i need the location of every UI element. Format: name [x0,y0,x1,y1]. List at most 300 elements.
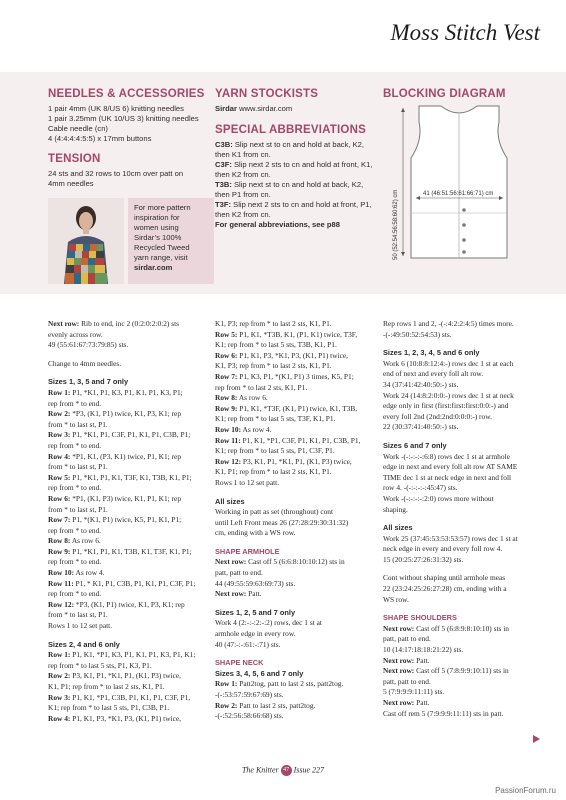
instruction-text: rep from * to end. [48,557,102,567]
arrow-head [401,108,405,112]
instruction-text: rep from * to end. [48,525,102,535]
row-label: Row 10: [48,568,75,578]
instruction-line [383,645,543,656]
instruction-text: Patt2tog, patt to last 2 sts, patt2tog. [237,679,344,689]
abbrev-list [215,140,375,230]
row-label: Next row: [383,655,415,665]
size-heading: Sizes 6 and 7 only [383,440,447,450]
instruction-line [383,534,543,545]
row-label: Row 8: [48,536,71,546]
row-label: Row 3: [48,430,71,440]
instruction-text: from * to last st, P1. [48,419,108,429]
instruction-text: rep from * to end. [48,589,102,599]
instruction-line [48,515,208,526]
instruction-line [48,494,208,505]
instruction-text: P1, K1, *T3B, K1, (P1, K1) twice, T3F, [237,329,358,339]
instruction-text: -(-:49:50:52:54:53) sts. [383,329,452,339]
instruction-text: 5 (7:9:9:9:11:11) sts. [383,687,445,697]
instruction-text: K1, P3; rep from * to last 2 sts, K1, P1. [215,361,332,371]
instruction-line [48,420,208,431]
instruction-text: 44 (49:55:59:63:69:73) sts. [215,578,296,588]
instruction-line [215,579,375,590]
promo-line: inspiration for [134,213,180,222]
row-label: Row 1: [48,650,71,660]
paragraph-gap [215,539,375,547]
abbrev-text: Slip next st to cn and hold at back, K2, [232,140,365,149]
instruction-line [48,682,208,693]
row-label: Row 4: [48,713,71,723]
instruction-line [383,624,543,635]
instruction-line [48,430,208,441]
diagram-heading-wrap [383,88,543,100]
abbrev-text: then K2 from cn. [215,210,271,219]
instruction-line [48,568,208,579]
size-heading: All sizes [383,523,413,533]
button-mark [462,238,466,242]
instruction-line [383,462,543,473]
instruction-line [48,483,208,494]
needles-list [48,104,206,144]
instruction-line [383,452,543,463]
instruction-text: 49 (55:61:67:73:79:85) sts. [48,340,129,350]
row-label: Row 5: [48,472,71,482]
instruction-line [215,457,375,468]
instruction-line [48,340,208,351]
size-heading: Sizes 1, 3, 5 and 7 only [48,377,129,387]
instruction-text: from * to last st, P1. [48,610,108,620]
instruction-text: TIME dec 1 st at neck edge in next and foll [383,472,512,482]
issue-number: Issue 227 [293,765,325,775]
instruction-text: -(-:53:57:59:67:69) sts. [215,690,284,699]
instruction-text: P1, *K1, P1, C3F, P1, K1, P1, C3B, P1; [70,430,191,440]
instruction-line [383,584,543,595]
row-label: Row 4: [48,451,71,461]
instruction-line [48,526,208,537]
instruction-text: row 4. -(-:-:-:-:45:47) sts. [383,483,458,493]
instruction-line [215,629,375,640]
instruction-text: edge only in first (first:first:first:0:0:-) and [383,401,509,411]
needles-line: 1 pair 3.25mm (UK 10/US 3) knitting needles [48,114,199,123]
instruction-text: rep from * to end. [48,398,102,408]
instruction-text: Rib to end, inc 2 (0:2:0:2:0:2) sts [79,319,180,328]
instruction-text: Cast off 5 (7:8:9:9:10:11) sts in [414,666,509,676]
instruction-line [215,393,375,404]
row-label: Next row: [215,557,247,567]
paragraph-gap [383,605,543,613]
magazine-name: The Knitter [241,765,279,775]
instruction-text: evenly across row. [48,329,103,339]
instruction-line [48,462,208,473]
instruction-line [48,610,208,621]
promo-block [48,198,206,284]
instruction-line [383,555,543,566]
model-photo [48,198,124,284]
yarn-stockist [215,104,375,114]
row-label: Row 12: [48,599,75,609]
instruction-line [215,361,375,372]
instruction-text: Patt. [414,698,430,707]
abbrev-item [215,160,375,170]
instruction-text: Change to 4mm needles. [48,358,122,368]
tension-section [48,153,206,189]
instruction-line [48,600,208,611]
instruction-text: Work 25 (37:45:53:53:53:57) rows dec 1 st at [383,533,518,543]
instruction-text: *P3, (K1, P1) twice, K1, P3, K1; rep [74,599,185,609]
instruction-line [383,505,543,516]
needles-section [48,88,206,189]
instruction-text: K1, P1; rep from * to last 2 sts, K1, P1. [215,467,332,477]
instruction-text: patt, patt to end. [383,634,431,644]
instruction-text: P1, K1, *T3F, (K1, P1) twice, K1, T3B, [237,403,358,413]
instruction-text: 15 (20:25:27:26:31:32) sts. [383,554,464,564]
instruction-line [215,436,375,447]
abbrev-code: C3F: [215,160,232,169]
instruction-line [48,547,208,558]
paragraph-gap [383,515,543,523]
instruction-text: Work 6 (10:8:8:12:4:-) rows dec 1 st at each [383,358,514,368]
tension-line: 4mm needles [48,179,94,188]
instruction-line [215,711,375,722]
instruction-line [48,330,208,341]
instruction-text: P1, K1, *P1, K3, P1, K1, P1, K3, P1, K1; [70,650,196,660]
arrow-head [401,252,405,256]
row-label: Row 12: [215,456,242,466]
section-subheading: SHAPE SHOULDERS [383,613,457,623]
instruction-line [215,340,375,351]
row-label: Row 2: [48,671,71,681]
instruction-text: K1, P1; rep from * to last 2 sts, K1, P1. [48,682,165,691]
needles-line: 1 pair 4mm (UK 8/US 6) knitting needles [48,104,184,113]
instruction-text: until Left Front meas 26 (27:28:29:30:31:32) [215,517,349,527]
row-label: Row 3: [48,692,71,702]
row-label: Row 6: [215,350,238,360]
instruction-line [383,380,543,391]
abbrev-text: Slip next st to cn and hold at back, K2, [231,180,364,189]
instruction-line [383,369,543,380]
promo-line: yarn range, visit [134,253,188,262]
needles-line: 4 (4:4:4:4:5:5) x 17mm buttons [48,134,152,143]
instruction-line [383,412,543,423]
height-label: 50 (52:54:56:58:60:62) cm [393,189,399,260]
paragraph-gap [383,340,543,348]
instruction-line [383,666,543,677]
instruction-line [215,618,375,629]
instruction-text: *P3, (K1, P1) twice, K1, P3, K1; rep [70,409,182,419]
abbrev-item [215,200,375,210]
size-heading: Sizes 3, 4, 5, 6 and 7 only [215,668,304,678]
paragraph-gap [383,433,543,441]
instruction-line [48,714,208,725]
instruction-line [215,640,375,651]
instruction-line [48,473,208,484]
paragraph-gap [215,600,375,608]
instruction-line [48,579,208,590]
row-label: Row 2: [48,409,71,419]
instruction-line [48,452,208,463]
abbrev-code: T3B: [215,180,232,189]
blocking-diagram [383,100,543,290]
row-label: Row 2: [215,700,238,710]
instruction-text: cm, ending with a WS row. [215,528,296,538]
instruction-text: P1, *(K1, P1) twice, K5, P1, K1, P1; [70,515,182,525]
instruction-text: Cast off rem 5 (7:9:9:9:11:11) sts in patt. [383,708,504,718]
paragraph-gap [215,650,375,658]
instruction-line [383,634,543,645]
instruction-text: As row 6. [70,536,101,546]
instruction-line [48,319,208,330]
instruction-line [215,319,375,330]
instruction-line [383,698,543,709]
instruction-line [383,483,543,494]
section-subheading: SHAPE ARMHOLE [215,546,280,556]
instructions-col-2 [215,319,375,722]
instruction-line [48,703,208,714]
instruction-line [215,589,375,600]
instruction-text: P1, * K1, P1, C3B, P1, K1, P1, C3F, P1; [73,578,196,588]
instruction-line [215,372,375,383]
instruction-text: K1; rep from * to last 5 sts, T3F, K1, P1. [215,414,336,424]
instruction-line [383,473,543,484]
button-mark [462,208,466,212]
size-heading: Sizes 1, 2, 3, 4, 5 and 6 only [383,348,480,358]
instruction-line [383,544,543,555]
instruction-line [215,467,375,478]
instruction-text: 10 (14:17:18:18:21:22) sts. [383,645,464,655]
tension-line: 24 sts and 32 rows to 10cm over patt on [48,169,184,178]
instruction-text: -(-:52:56:58:66:68) sts. [215,711,284,721]
instruction-line [383,687,543,698]
instruction-text: Working in patt as set (throughout) cont [215,507,334,517]
instructions-col-1 [48,319,208,724]
row-label: Row 11: [215,435,241,445]
page-title: Moss Stitch Vest [390,20,540,45]
instruction-text: 22 (30:37:41:40:50:-) sts. [383,422,459,432]
row-label: Next row: [383,698,415,707]
instruction-line [215,690,375,701]
instruction-line [215,351,375,362]
button-mark [462,250,466,254]
row-label: Next row: [48,319,80,328]
instruction-line [215,404,375,415]
abbrev-code: T3F: [215,200,232,209]
instruction-text: from * to last st, P1. [48,462,108,472]
instruction-text: patt, patt to end. [215,568,263,578]
row-label: Row 10: [215,424,242,434]
yarn-brand: Sirdar [215,104,237,113]
paragraph-gap [383,565,543,573]
instruction-line [215,478,375,489]
diagram-heading: BLOCKING DIAGRAM [383,88,506,100]
abbrev-text: Slip next 2 sts to cn and hold at front, P1, [231,200,372,209]
paragraph-gap [48,369,208,377]
instruction-text: K1; rep from * to last 5 sts, P1, C3F, P1. [215,446,335,456]
instruction-line [215,568,375,579]
instruction-line [383,422,543,433]
instruction-line [48,557,208,568]
abbrev-text: then K1 from cn. [215,150,271,159]
yarn-heading: YARN STOCKISTS [215,88,319,100]
row-label: Row 5: [215,329,238,339]
instruction-line [383,401,543,412]
instruction-line [48,441,208,452]
instruction-line [48,589,208,600]
instruction-text: P1, K1, P3, *K1, P3, (K1, P1) twice, [70,713,182,723]
instruction-text: neck edge in every and every foll row 4. [383,544,503,554]
instructions-col-3 [383,319,543,719]
row-label: Next row: [215,589,247,599]
row-label: Row 9: [48,546,71,556]
instruction-line [48,388,208,399]
instruction-text: Work 24 (14:8:2:0:0:-) rows dec 1 st at neck [383,390,514,400]
promo-line: Sirdar’s 100% [134,233,182,242]
instruction-line [383,656,543,667]
instruction-line [215,383,375,394]
instruction-line [48,359,208,370]
instruction-text: Cast off 5 (6:6:8:10:10:12) sts in [246,557,345,567]
instruction-line [383,391,543,402]
instruction-line [383,595,543,606]
watermark: PassionForum.ru [495,786,556,795]
instruction-line [48,621,208,632]
instruction-line [48,661,208,672]
instruction-line [383,330,543,341]
instruction-text: Patt to last 2 sts, patt2tog. [237,700,316,710]
instruction-text: As row 4. [74,568,105,578]
abbrev-item [215,140,375,150]
abbrev-code: C3B: [215,140,233,149]
instruction-text: *P1, K1, (P3, K1) twice, P1, K1; rep [70,451,182,461]
paragraph-gap [48,351,208,359]
abbrev-note: For general abbreviations, see p88 [215,220,340,229]
instruction-text: K1, P3; rep from * to last 2 sts, K1, P1. [215,319,332,328]
needles-line: Cable needle (cn) [48,124,108,133]
instruction-line [48,536,208,547]
paragraph-gap [48,632,208,640]
instruction-text: Work 4 (2:-:-:2:-:2) rows, dec 1 st at [215,618,322,628]
row-label: Row 7: [48,515,71,525]
instruction-line [215,557,375,568]
row-label: Row 1: [48,387,71,397]
instruction-text: Patt. [246,589,262,599]
abbrev-heading: SPECIAL ABBREVIATIONS [215,124,366,136]
instruction-text: Cast off 5 (6:8:9:8:10:10) sts in [414,623,509,633]
instruction-line [215,679,375,690]
abbrev-text: Slip next 2 sts to cn and hold at front, K1, [231,160,373,169]
instruction-line [383,573,543,584]
size-heading: All sizes [215,496,245,506]
instruction-text: 34 (37:41:42:40:50:-) sts. [383,379,459,389]
row-label: Row 6: [48,493,71,503]
instruction-line [48,505,208,516]
instruction-line [215,446,375,457]
abbrev-text: then P1 from cn. [215,190,271,199]
instruction-text: armhole edge in every row. [215,629,296,639]
instruction-text: P1, K1, *P1, C3B, P1, K1, P1, C3F, P1, [70,692,191,702]
instruction-line [215,330,375,341]
instruction-text: As row 6. [237,393,268,403]
promo-note [128,198,214,284]
instruction-text: rep from * to end. [48,483,102,493]
instruction-line [48,693,208,704]
button-mark [462,223,466,227]
row-label: Next row: [383,623,415,633]
instruction-line [383,494,543,505]
instruction-text: Cont without shaping until armhole meas [383,573,506,583]
instruction-text: edge in next and every foll alt row AT SAME [383,462,518,472]
yarn-url[interactable]: www.sirdar.com [236,104,293,113]
promo-line: Recycled Tweed [134,243,190,252]
instruction-text: from * to last st, P1. [48,504,108,514]
instruction-text: patt, patt to end. [383,676,431,686]
promo-link[interactable]: sirdar.com [134,263,173,272]
instruction-line [48,671,208,682]
instruction-text: K1; rep from * to last 5 sts, T3B, K1, P1. [215,340,337,350]
promo-line: For more pattern [134,203,191,212]
instruction-text: Rows 1 to 12 set patt. [215,477,280,487]
instruction-text: rep from * to end. [48,440,102,450]
instruction-line [215,414,375,425]
instruction-text: P1, K1, *P1, C3F, P1, K1, P1, C3B, P1, [240,435,361,445]
instruction-text: P1, K3, P1, *(K1, P1) 3 times, K5, P1; [237,371,354,381]
instruction-text: P1, *K1, P1, K1, T3F, K1, T3B, K1, P1; [70,472,192,482]
instruction-line [215,518,375,529]
instruction-text: Work -(-:-:-:-:6:8) rows dec 1 st at armhole [383,451,510,461]
instruction-text: P1, K1, P3, *K1, P3, (K1, P1) twice, [237,350,349,360]
page-footer [0,765,566,776]
instruction-line [383,677,543,688]
instruction-line [215,425,375,436]
instruction-text: P3, K1, P1, *K1, P1, (K1, P3) twice, [241,456,352,466]
section-subheading: SHAPE NECK [215,658,264,668]
instruction-line [383,359,543,370]
instruction-text: P1, *K1, P1, K1, T3B, K1, T3F, K1, P1; [70,546,192,556]
instruction-text: 40 (47:-:-:61:-:71) sts. [215,639,281,649]
row-label: Row 1: [215,679,238,689]
instruction-line [215,701,375,712]
instruction-text: shaping. [383,504,408,514]
yarn-section [215,88,375,230]
instruction-line [383,319,543,330]
instruction-text: Rows 1 to 12 set patt. [48,621,113,631]
size-heading: Sizes 2, 4 and 6 only [48,639,120,649]
needles-heading: NEEDLES & ACCESSORIES [48,88,205,100]
instruction-text: end of next and every foll alt row. [383,369,484,379]
instruction-text: every foll 2nd (2nd:2nd:0:0:0:-) row. [383,411,492,421]
instruction-text: 22 (23:24:25:26:27:28) cm, ending with a [383,584,507,594]
instruction-line [48,650,208,661]
tension-heading: TENSION [48,153,101,165]
instruction-text: WS row. [383,594,409,604]
instruction-text: P1, *K1, P1, K3, P1, K1, P1, K3, P1; [70,387,183,397]
row-label: Next row: [383,666,415,676]
instruction-text: As row 4. [241,424,272,434]
instruction-text: Rep rows 1 and 2, -(-:4:2:2:4:5) times more. [383,319,514,328]
instruction-line [48,399,208,410]
instruction-text: rep from * to last 5 sts, P1, K3, P1. [48,660,152,670]
instruction-text: Work -(-:-:-:-:2:0) rows more without [383,493,494,503]
instruction-line [383,709,543,720]
instruction-line [48,409,208,420]
abbrev-text: then K2 from cn. [215,170,271,179]
row-label: Row 9: [215,403,238,413]
row-label: Row 7: [215,371,238,381]
paragraph-gap [215,489,375,497]
instruction-text: Patt. [414,655,430,665]
instruction-text: *P1, (K1, P3) twice, K1, P1, K1; rep [70,493,182,503]
instruction-line [215,507,375,518]
size-heading: Sizes 1, 2, 5 and 7 only [215,607,296,617]
promo-line: women using [134,223,179,232]
